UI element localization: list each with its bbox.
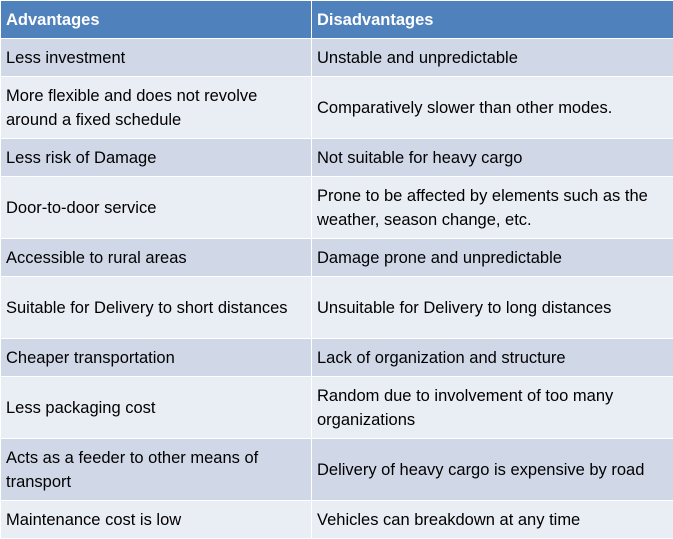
disadvantage-cell: Unsuitable for Delivery to long distances	[312, 277, 673, 339]
advantage-cell: Less investment	[1, 39, 312, 77]
table-row	[1, 377, 673, 439]
table-row	[1, 439, 673, 501]
advantage-cell: More flexible and does not revolve around a fixed schedule	[1, 77, 312, 139]
disadvantage-cell: Delivery of heavy cargo is expensive by road	[312, 439, 673, 501]
disadvantage-cell: Vehicles can breakdown at any time	[312, 501, 673, 539]
table-row	[1, 277, 673, 339]
disadvantage-cell: Random due to involvement of too many organizations	[312, 377, 673, 439]
table-row	[1, 177, 673, 239]
advantage-cell: Acts as a feeder to other means of transport	[1, 439, 312, 501]
advantage-cell: Cheaper transportation	[1, 339, 312, 377]
table-row	[1, 139, 673, 177]
table-row	[1, 239, 673, 277]
table-header-row	[1, 1, 673, 39]
disadvantage-cell: Prone to be affected by elements such as the weather, season change, etc.	[312, 177, 673, 239]
disadvantage-cell: Lack of organization and structure	[312, 339, 673, 377]
disadvantage-cell: Damage prone and unpredictable	[312, 239, 673, 277]
table-row	[1, 39, 673, 77]
disadvantage-cell: Comparatively slower than other modes.	[312, 77, 673, 139]
table-row	[1, 339, 673, 377]
advantage-cell: Maintenance cost is low	[1, 501, 312, 539]
table-row	[1, 501, 673, 539]
advantage-cell: Door-to-door service	[1, 177, 312, 239]
disadvantage-cell: Not suitable for heavy cargo	[312, 139, 673, 177]
disadvantage-cell: Unstable and unpredictable	[312, 39, 673, 77]
advantage-cell: Suitable for Delivery to short distances	[1, 277, 312, 339]
advantage-cell: Accessible to rural areas	[1, 239, 312, 277]
table-row	[1, 77, 673, 139]
header-disadvantages: Disadvantages	[312, 1, 673, 39]
advantage-cell: Less packaging cost	[1, 377, 312, 439]
header-advantages: Advantages	[1, 1, 312, 39]
advantage-cell: Less risk of Damage	[1, 139, 312, 177]
